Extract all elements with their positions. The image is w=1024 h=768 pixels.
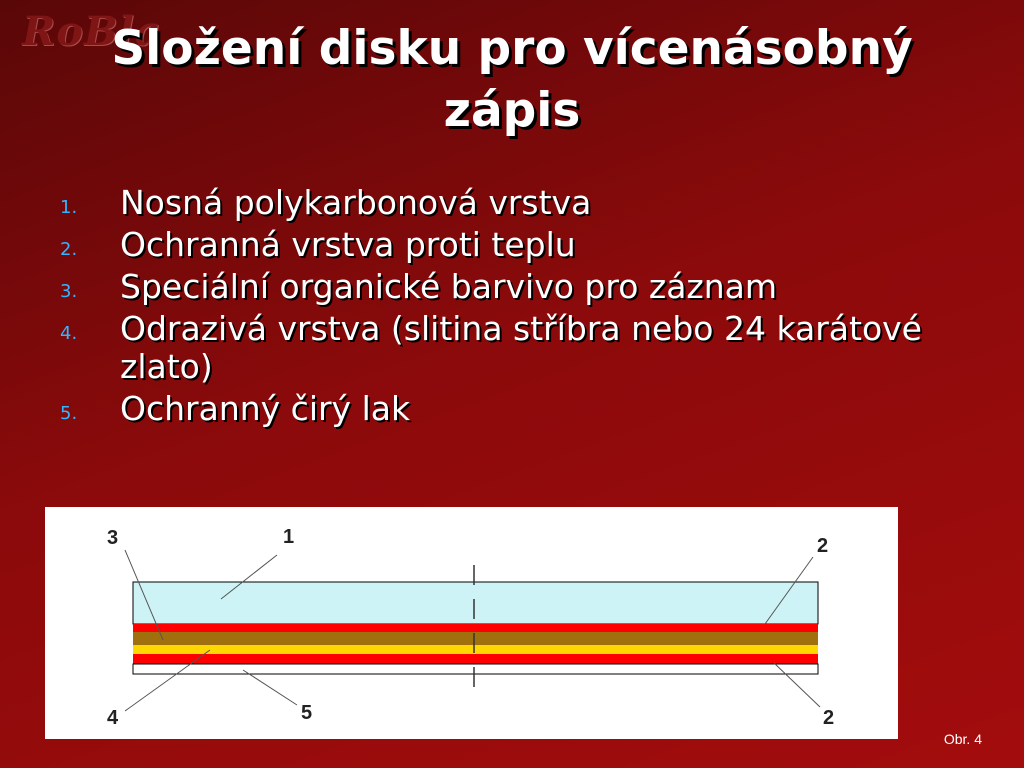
- reflective-layer: [133, 645, 818, 654]
- layer-list: [60, 184, 960, 432]
- label-1: 1: [283, 526, 295, 548]
- list-item: [60, 268, 960, 306]
- list-number: 5.: [60, 403, 78, 424]
- list-item: [60, 390, 960, 428]
- list-number: 1.: [60, 197, 78, 218]
- dye-layer: [133, 632, 818, 645]
- list-item: [60, 310, 960, 386]
- list-number: 4.: [60, 323, 78, 344]
- list-item-text: Ochranná vrstva proti teplu: [120, 225, 576, 264]
- label-4: 4: [107, 707, 119, 729]
- list-item-text: Odrazivá vrstva (slitina stříbra nebo 24 karátové zlato): [120, 309, 922, 386]
- diagram-svg: [45, 507, 898, 739]
- slide-title: Složení disku pro vícenásobný zápis: [111, 21, 913, 138]
- list-number: 3.: [60, 281, 78, 302]
- polycarbonate-layer: [133, 582, 818, 624]
- label-3: 3: [107, 527, 119, 549]
- logo-watermark: RoBla: [22, 8, 162, 55]
- list-item-text: Nosná polykarbonová vrstva: [120, 183, 592, 222]
- label-2-top: 2: [817, 535, 829, 557]
- lacquer-layer: [133, 664, 818, 674]
- list-item: [60, 184, 960, 222]
- list-item-text: Ochranný čirý lak: [120, 389, 411, 428]
- list-number: 2.: [60, 239, 78, 260]
- list-item-text: Speciální organické barvivo pro záznam: [120, 267, 778, 306]
- protective-layer-top: [133, 624, 818, 632]
- leader-line-5: [243, 670, 297, 705]
- label-2-bottom: 2: [823, 707, 835, 729]
- disc-layer-diagram: [45, 507, 898, 739]
- figure-caption: Obr. 4: [943, 731, 982, 747]
- list-item: [60, 226, 960, 264]
- protective-layer-bottom: [133, 654, 818, 664]
- label-5: 5: [301, 702, 313, 724]
